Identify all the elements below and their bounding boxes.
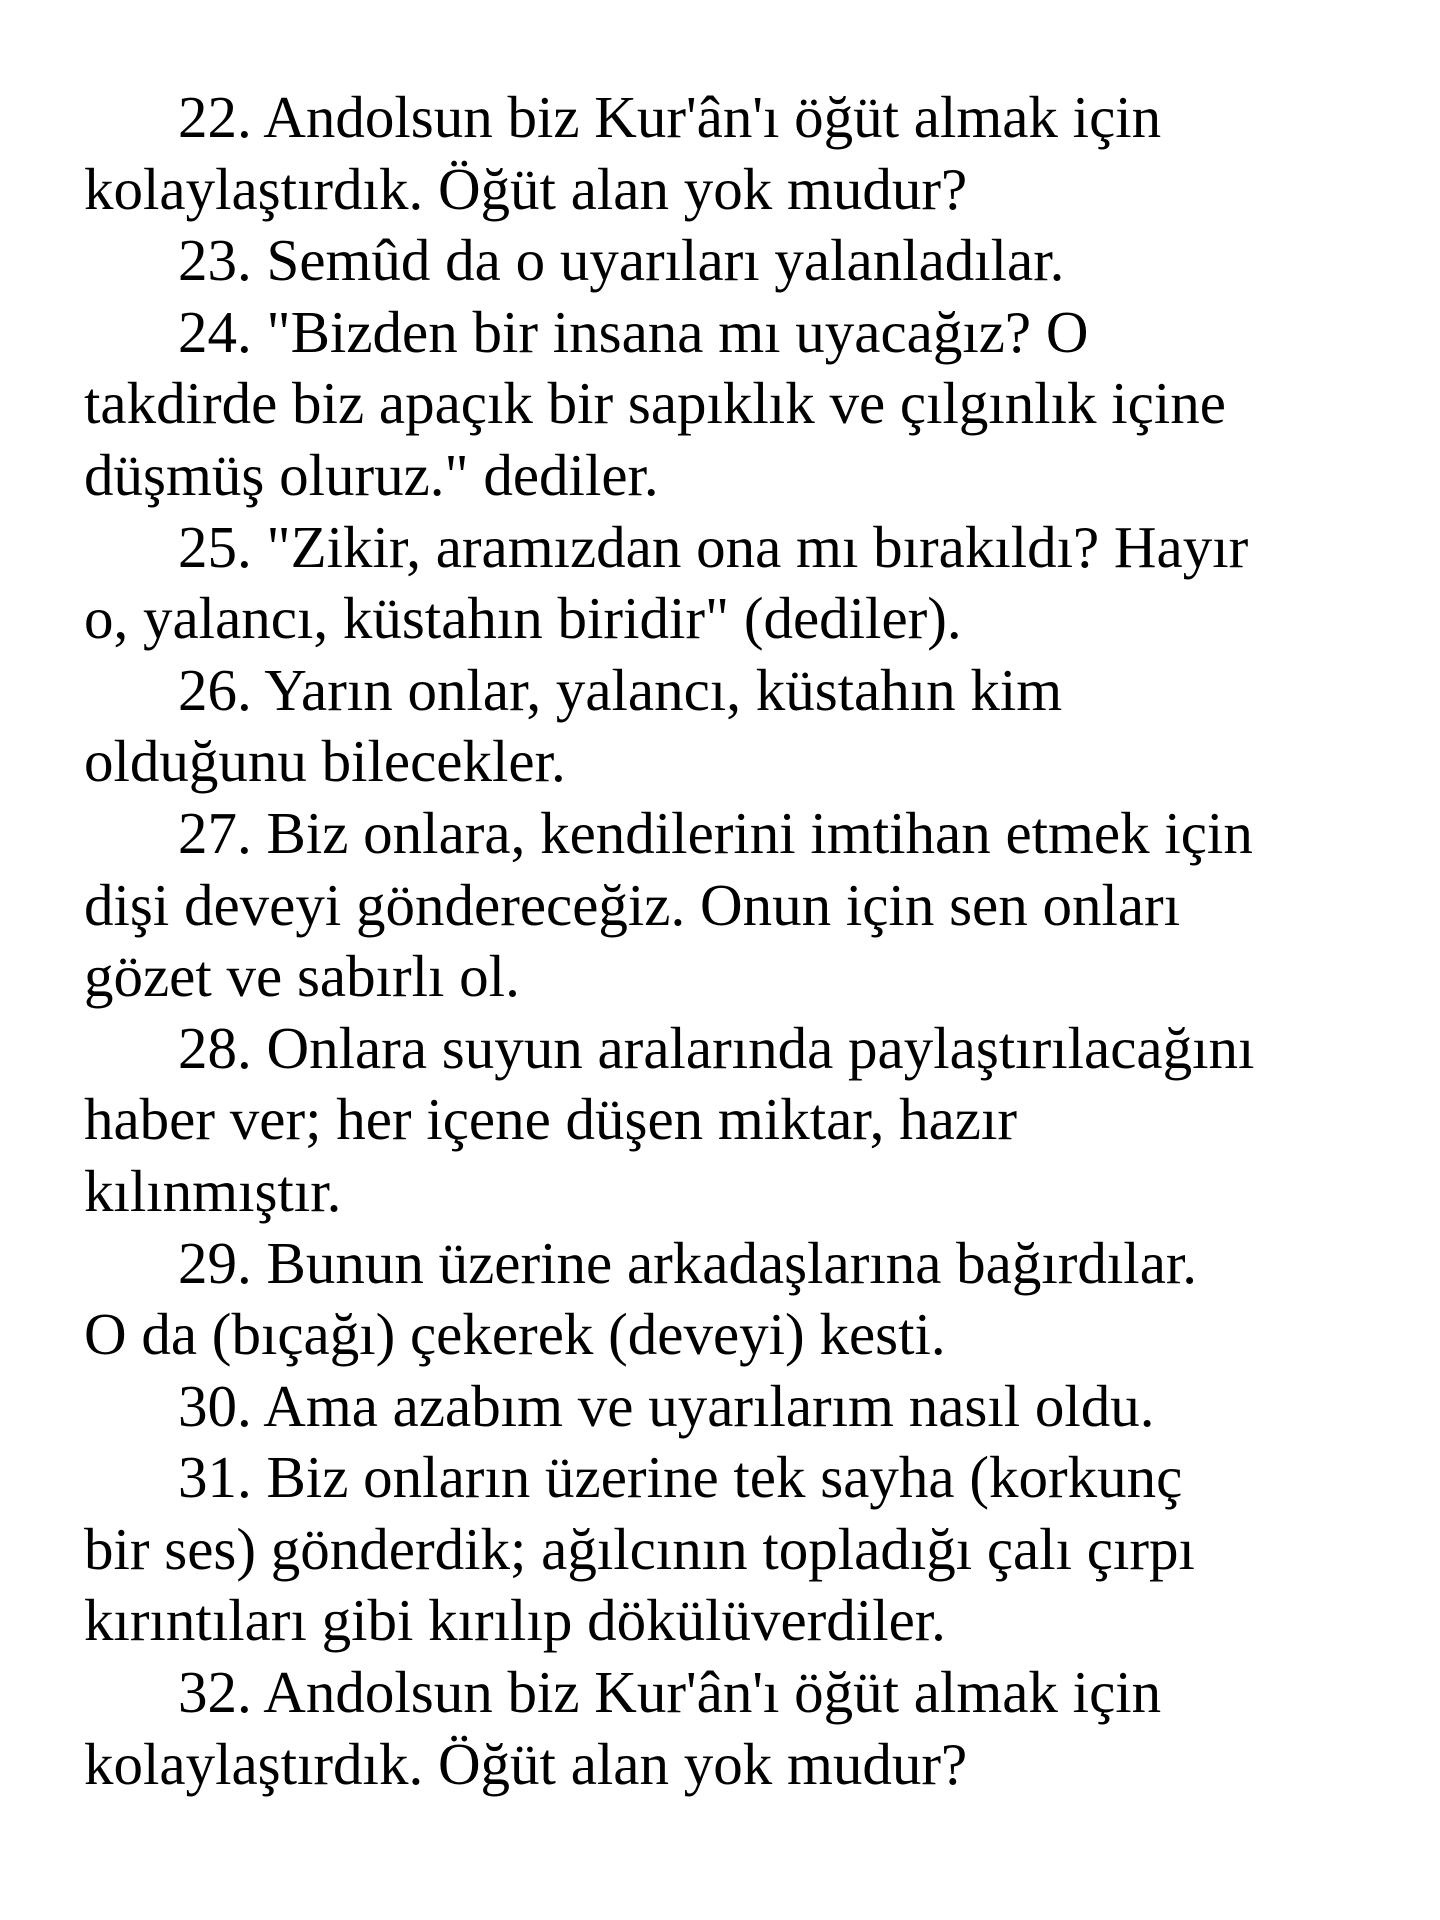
verse-line: takdirde biz apaçık bir sapıklık ve çılgınlık içine	[84, 370, 1226, 437]
verse-31	[84, 1442, 1384, 1657]
verse-line: kolaylaştırdık. Öğüt alan yok mudur?	[84, 155, 968, 222]
verse-line: kılınmıştır.	[84, 1157, 342, 1224]
verse-29	[84, 1228, 1384, 1371]
verse-27	[84, 798, 1384, 1013]
verse-28	[84, 1013, 1384, 1228]
verse-23	[84, 225, 1384, 297]
verse-line: 24. "Bizden bir insana mı uyacağız? O	[178, 298, 1089, 365]
verse-line: 28. Onlara suyun aralarında paylaştırılacağını	[178, 1014, 1255, 1081]
verse-line: 30. Ama azabım ve uyarılarım nasıl oldu.	[178, 1372, 1155, 1439]
verse-26	[84, 655, 1384, 798]
verse-line: O da (bıçağı) çekerek (deveyi) kesti.	[84, 1301, 946, 1368]
verse-line: o, yalancı, küstahın biridir" (dediler).	[84, 585, 962, 652]
verse-line: olduğunu bilecekler.	[84, 728, 566, 795]
verse-line: 22. Andolsun biz Kur'ân'ı öğüt almak için	[178, 84, 1162, 150]
verse-line: 26. Yarın onlar, yalancı, küstahın kim	[178, 656, 1063, 723]
verse-line: 29. Bunun üzerine arkadaşlarına bağırdılar.	[178, 1229, 1198, 1296]
document-page	[84, 82, 1384, 1800]
verse-line: dişi deveyi göndereceğiz. Onun için sen onları	[84, 871, 1181, 938]
verse-line: 27. Biz onlara, kendilerini imtihan etmek için	[178, 799, 1253, 866]
verse-line: gözet ve sabırlı ol.	[84, 943, 520, 1010]
verse-line: düşmüş oluruz." dediler.	[84, 441, 659, 508]
verse-line: 23. Semûd da o uyarıları yalanladılar.	[178, 227, 1065, 294]
verse-line: 32. Andolsun biz Kur'ân'ı öğüt almak için	[178, 1659, 1162, 1726]
verse-24	[84, 297, 1384, 512]
verse-22	[84, 82, 1384, 225]
verse-line: 25. "Zikir, aramızdan ona mı bırakıldı? Hayır	[178, 513, 1249, 580]
verse-25	[84, 512, 1384, 655]
verse-line: bir ses) gönderdik; ağılcının topladığı çalı çırpı	[84, 1515, 1195, 1582]
verse-line: 31. Biz onların üzerine tek sayha (korkunç	[178, 1444, 1183, 1511]
verse-32	[84, 1657, 1384, 1800]
verse-line: kırıntıları gibi kırılıp dökülüverdiler.	[84, 1587, 946, 1654]
verse-30	[84, 1371, 1384, 1443]
verse-line: kolaylaştırdık. Öğüt alan yok mudur?	[84, 1730, 968, 1797]
verse-line: haber ver; her içene düşen miktar, hazır	[84, 1086, 1017, 1153]
